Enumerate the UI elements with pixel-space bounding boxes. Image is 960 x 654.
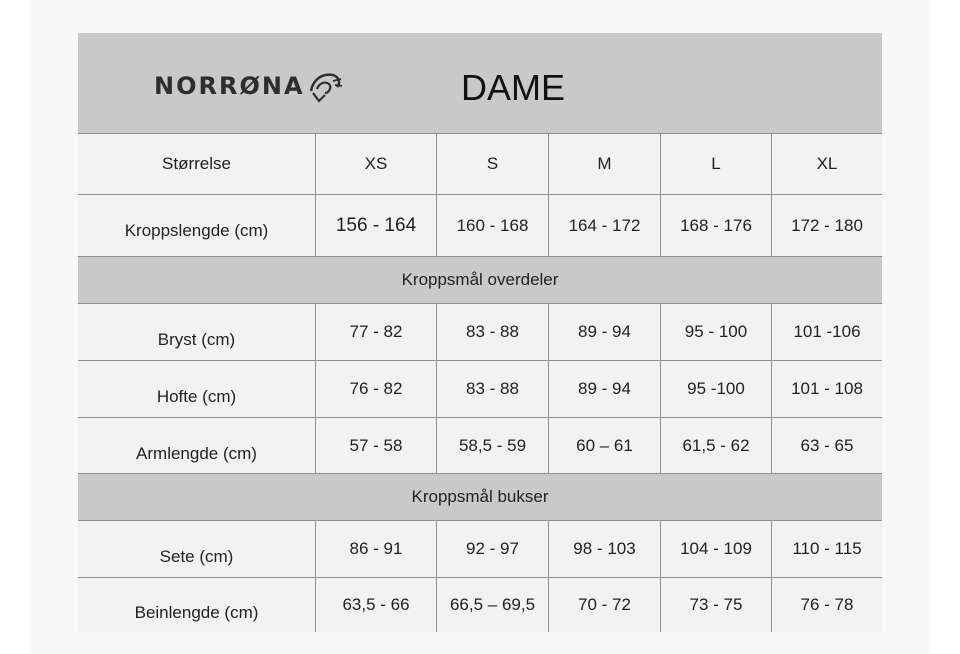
value-cell: 86 - 91 — [316, 521, 437, 577]
size-cell: XS — [316, 134, 437, 194]
table-header — [78, 33, 882, 134]
size-cell: S — [437, 134, 549, 194]
value-cell: 63 - 65 — [800, 435, 854, 455]
value-cell: 70 - 72 — [549, 578, 661, 632]
ram-head-icon — [307, 69, 343, 103]
brand-logo — [154, 69, 343, 103]
value-cell: 168 - 176 — [661, 195, 772, 256]
value-cell: 95 -100 — [661, 361, 772, 417]
size-cell: L — [661, 134, 772, 194]
size-header-row — [78, 134, 882, 195]
value-cell: 63,5 - 66 — [316, 578, 437, 632]
value-cell: 95 - 100 — [661, 304, 772, 360]
row-label: Bryst (cm) — [78, 304, 316, 360]
row-label: Armlengde (cm) — [78, 418, 316, 473]
value-cell: 172 - 180 — [791, 215, 863, 235]
value-cell: 89 - 94 — [549, 361, 661, 417]
value-cell: 92 - 97 — [437, 521, 549, 577]
value-cell: 160 - 168 — [437, 195, 549, 256]
value-cell: 98 - 103 — [549, 521, 661, 577]
section-heading-upper: Kroppsmål overdeler — [78, 257, 882, 304]
value-cell: 76 - 78 — [800, 595, 854, 614]
table-row-hip — [78, 361, 882, 418]
row-label: Kroppslengde (cm) — [78, 195, 316, 256]
table-row-chest — [78, 304, 882, 361]
brand-wordmark: NORRØNA — [154, 72, 305, 100]
size-cell: M — [549, 134, 661, 194]
size-chart-table — [78, 33, 882, 632]
value-cell: 164 - 172 — [549, 195, 661, 256]
value-cell: 61,5 - 62 — [661, 418, 772, 473]
row-label: Beinlengde (cm) — [78, 578, 316, 632]
row-label: Sete (cm) — [78, 521, 316, 577]
value-cell: 101 - 108 — [791, 379, 863, 398]
value-cell: 101 -106 — [793, 322, 861, 341]
value-cell: 66,5 – 69,5 — [437, 578, 549, 632]
value-cell: 83 - 88 — [437, 361, 549, 417]
table-row-arm-length — [78, 418, 882, 474]
value-cell: 83 - 88 — [437, 304, 549, 360]
page-title: DAME — [461, 67, 566, 108]
table-row-seat — [78, 521, 882, 578]
value-cell: 104 - 109 — [661, 521, 772, 577]
table-row-leg-length — [78, 578, 882, 632]
value-cell: 156 - 164 — [316, 195, 437, 256]
size-cell: XL — [816, 154, 838, 173]
row-label: Hofte (cm) — [78, 361, 316, 417]
value-cell: 110 - 115 — [792, 539, 862, 558]
row-label: Størrelse — [78, 134, 316, 194]
value-cell: 57 - 58 — [316, 418, 437, 473]
value-cell: 60 – 61 — [549, 418, 661, 473]
value-cell: 76 - 82 — [316, 361, 437, 417]
value-cell: 58,5 - 59 — [437, 418, 549, 473]
body-length-row — [78, 195, 882, 257]
value-cell: 73 - 75 — [661, 578, 772, 632]
section-heading-trousers: Kroppsmål bukser — [78, 474, 882, 521]
value-cell: 89 - 94 — [549, 304, 661, 360]
value-cell: 77 - 82 — [316, 304, 437, 360]
